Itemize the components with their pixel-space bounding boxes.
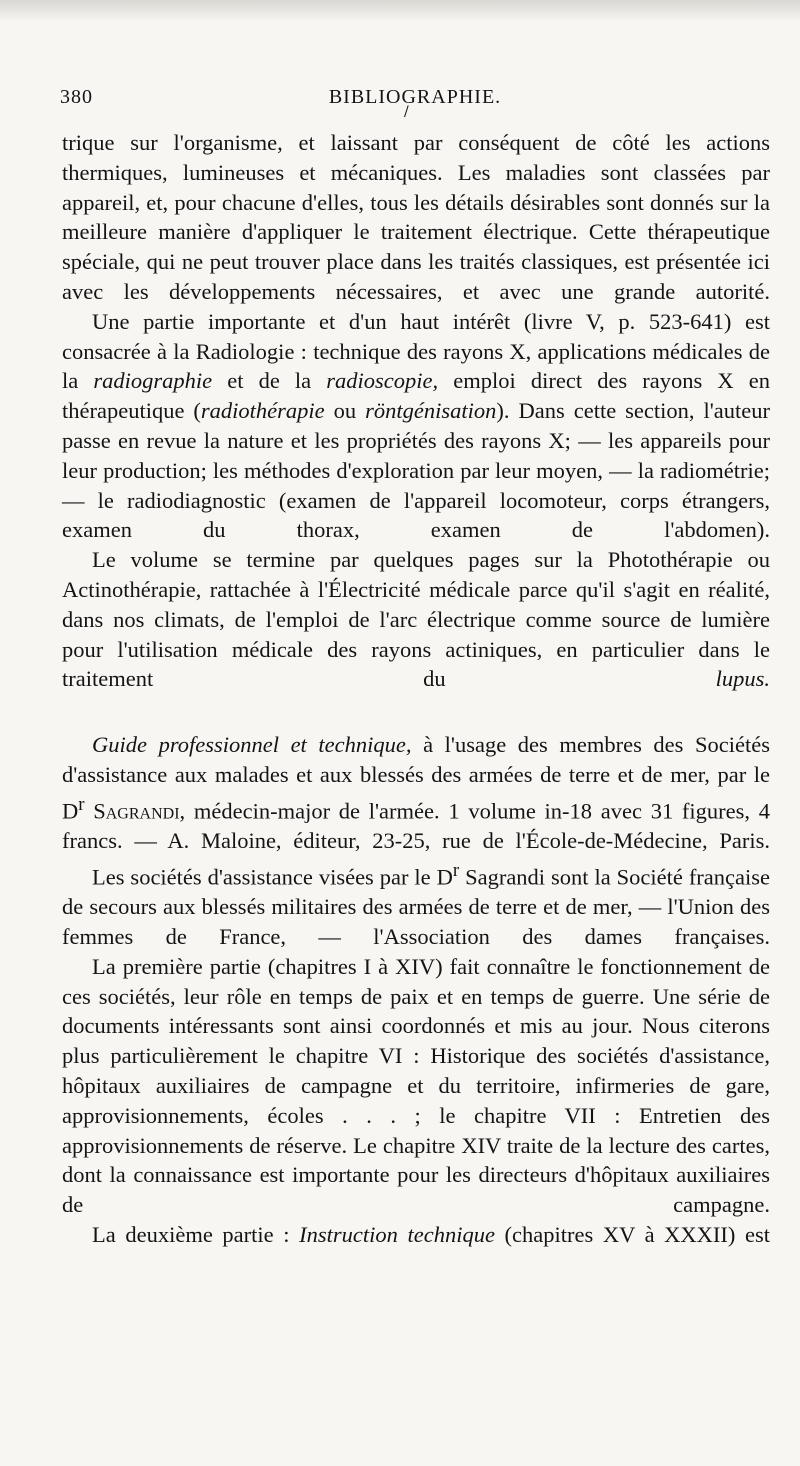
section-gap <box>62 694 770 730</box>
paragraph-electrotherapy-end: trique sur l'organisme, et laissant par conséquent de côté les actions thermiques, lumineuses et mécaniques. Les maladies sont classées par appareil, et, pour chacune d'elles, tous les détails désirables sont donnés sur la meilleure manière d'appliquer le traitement électrique. Cette thérapeutique spéciale, qui ne peut trouver place dans les traités classiques, est présentée ici avec les développements nécessaires, et avec une grande autorité. <box>62 130 770 304</box>
paragraph-guide-entry: Guide professionnel et technique, à l'usage des membres des Sociétés d'assistance aux malades et aux blessés des armées de terre et de mer, par le $D^r$ Sagrandi, médecin-major de l'armée. 1 volume in-18 avec 31 figures, 4 francs. — A. Maloine, éditeur, 23-25, rue de l'École-de-Médecine, Paris. <box>62 732 771 854</box>
author-name: Sagrandi <box>93 798 180 824</box>
page-header <box>60 86 770 120</box>
ink-mark: / <box>404 104 409 120</box>
paragraph-radiology: Une partie importante et d'un haut intérêt (livre V, p. 523-641) est consacrée à la Radiologie : technique des rayons X, applications médicales de la radiographie et de la radioscopie, emploi direct des rayons X en thérapeutique (radiothérapie ou röntgénisation). Dans cette section, l'auteur passe en revue la nature et les propriétés des rayons X; — les appareils pour leur production; les méthodes d'exploration par leur moyen, — la radiométrie; — le radiodiagnostic (examen de l'appareil locomoteur, corps étrangers, examen du thorax, examen de l'abdomen). <box>62 308 771 543</box>
running-title: BIBLIOGRAPHIE. <box>328 86 502 108</box>
scan-edge <box>0 0 800 22</box>
paragraph-first-part: La première partie (chapitres I à XIV) fait connaître le fonctionnement de ces sociétés, leur rôle en temps de paix et en temps de guerre. Une série de documents intéressants sont ainsi coordonnés et mis au jour. Nous citerons plus particulièrement le chapitre VI : Historique des sociétés d'assistance, hôpitaux auxiliaires de campagne et du territoire, infirmeries de gare, approvisionnements, écoles . . . ; le chapitre VII : Entretien des approvisionnements de réserve. Le chapitre XIV traite de la lecture des cartes, dont la connaissance est importante pour les directeurs d'hôpitaux auxiliaires de campagne. <box>62 953 770 1218</box>
paragraph-societies: Les sociétés d'assistance visées par le $D^r$ Sagrandi sont la Société française de secours aux blessés militaires des armées de terre et de mer, — l'Union des femmes de France, — l'Association des dames françaises. <box>62 859 771 949</box>
paragraph-second-part: La deuxième partie : Instruction technique (chapitres XV à XXXII) est <box>92 1221 770 1247</box>
page-body <box>62 128 770 1250</box>
page-number: 380 <box>60 86 93 108</box>
paragraph-phototherapy: Le volume se termine par quelques pages sur la Photothérapie ou Actinothérapie, rattachée à l'Électricité médicale parce qu'il s'agit en réalité, dans nos climats, de l'emploi de l'arc électrique comme source de lumière pour l'utilisation médicale des rayons actiniques, en particulier dans le traitement du lupus. <box>62 547 770 692</box>
